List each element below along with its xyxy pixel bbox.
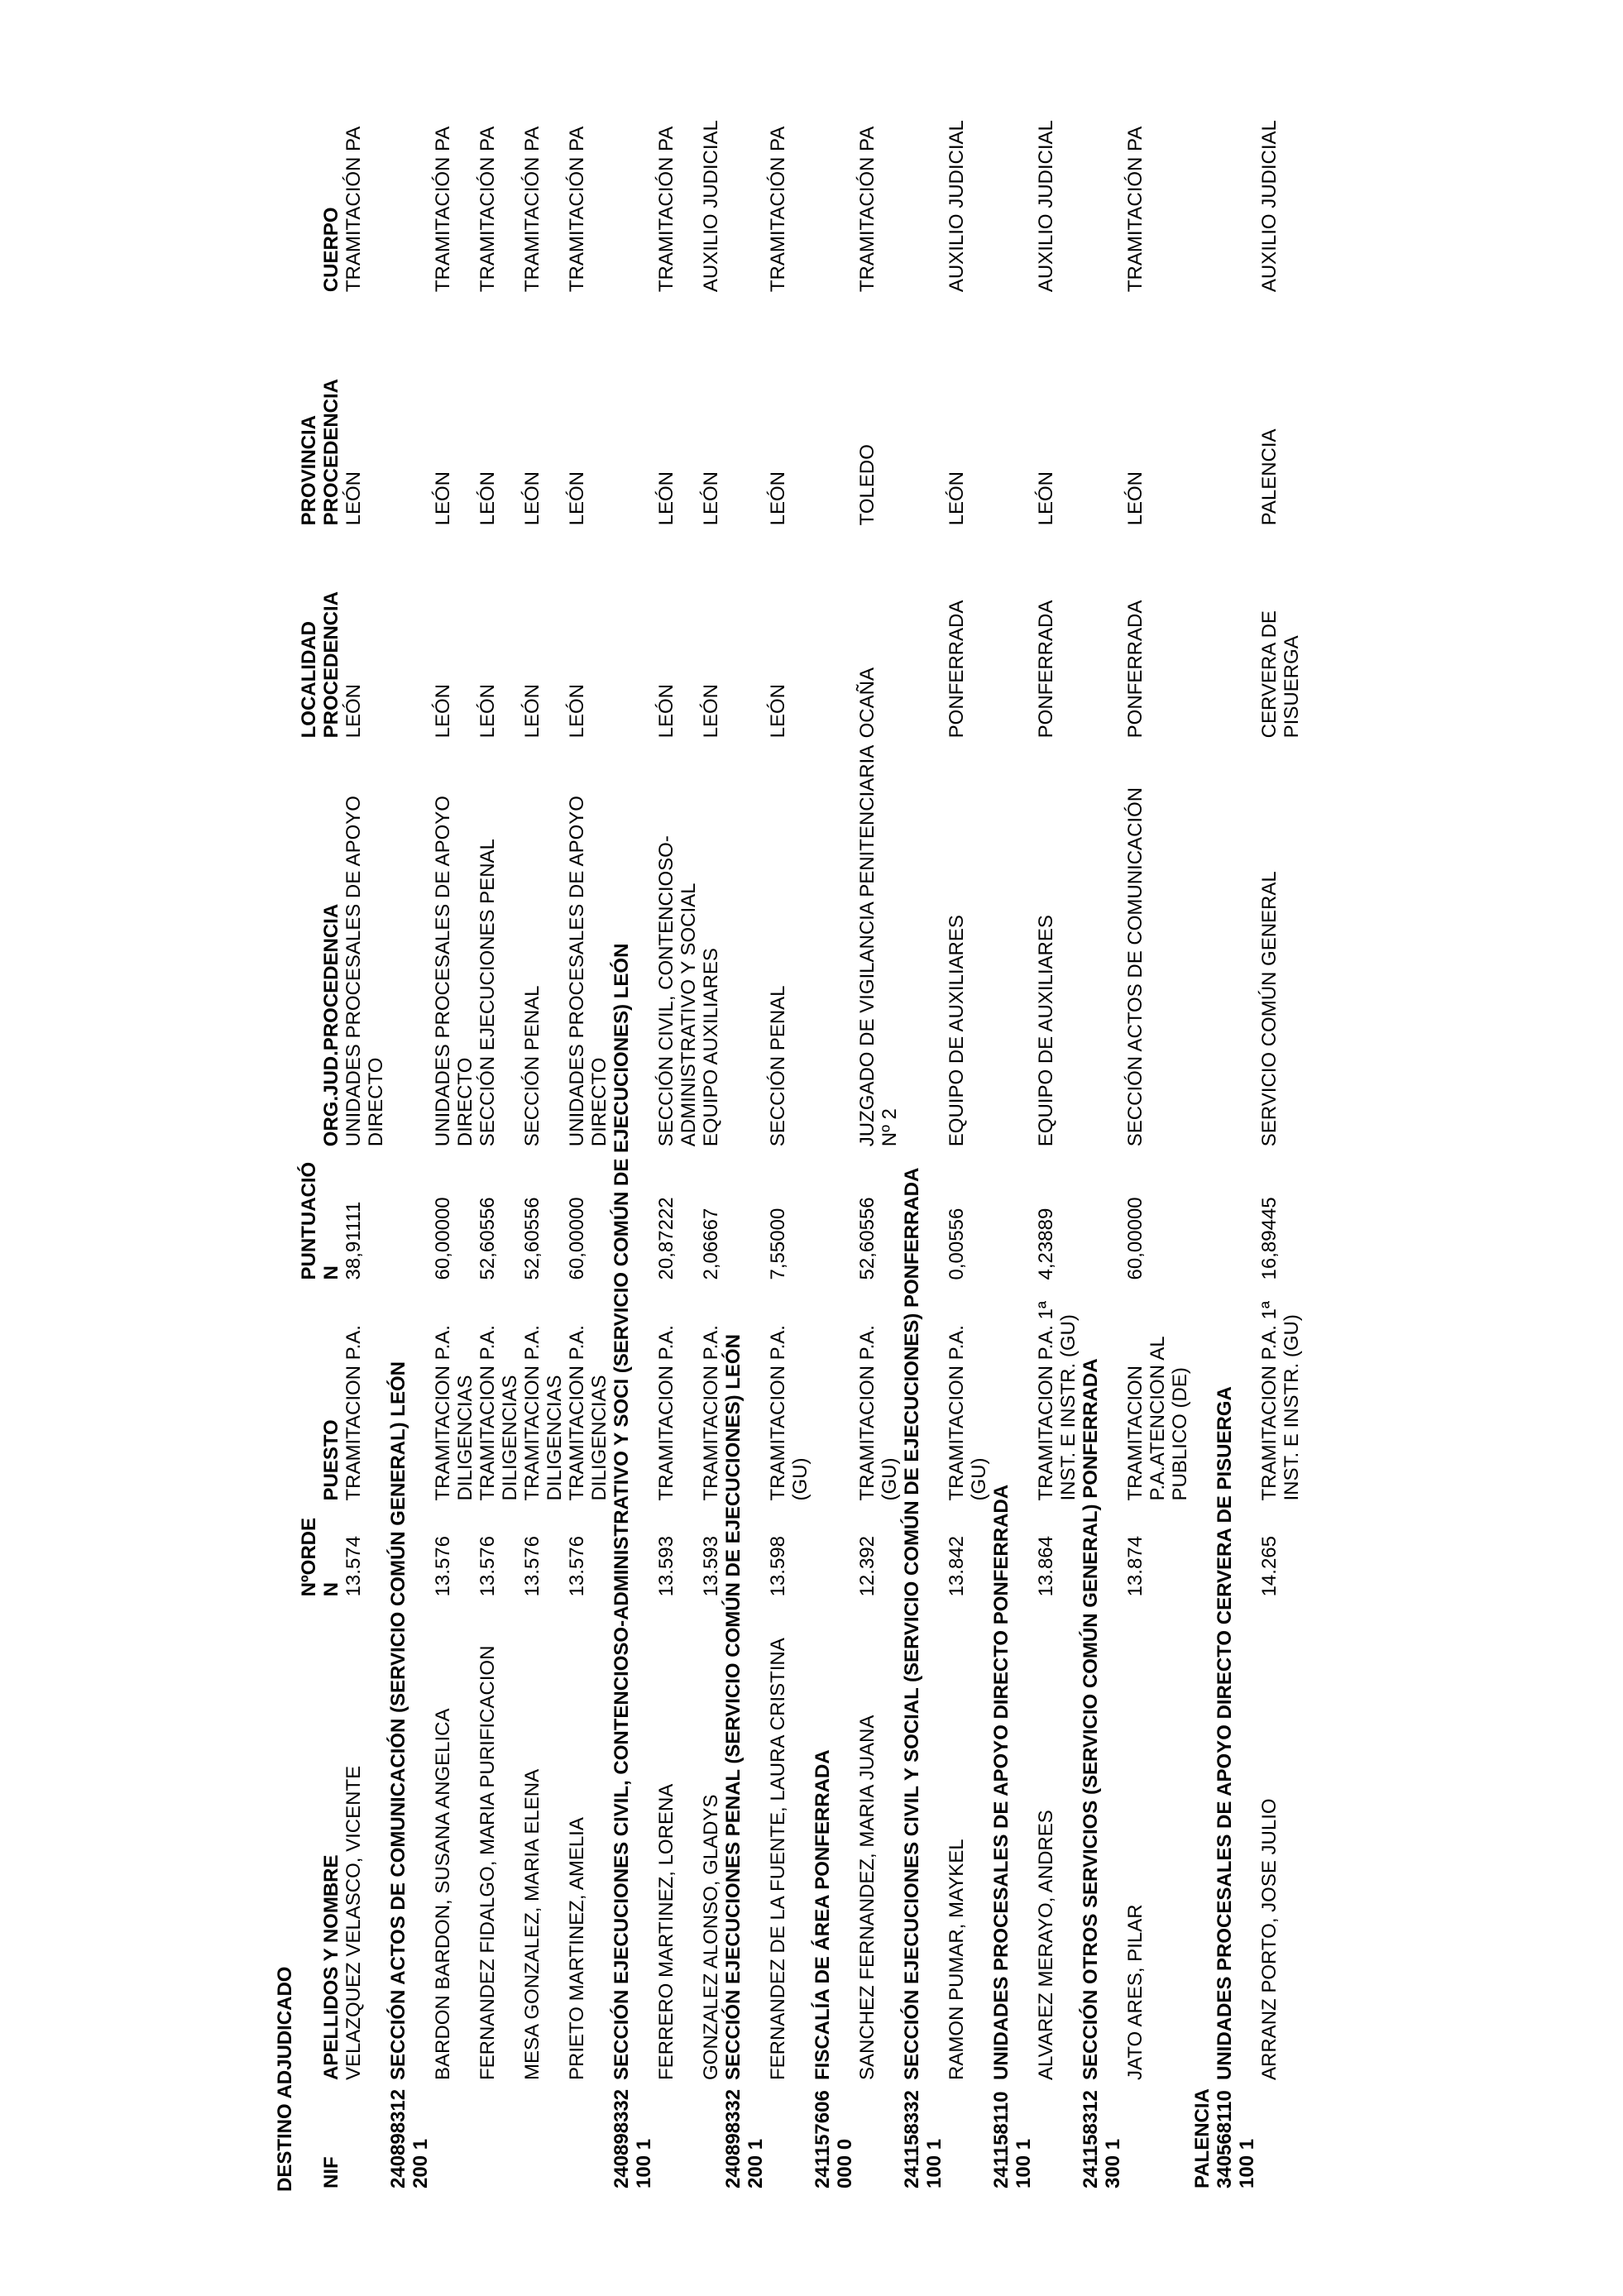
table-header-row bbox=[298, 74, 342, 2192]
cell-localidad: LEÓN bbox=[566, 684, 588, 739]
cell-puesto: TRAMITACION P.A. (GU) bbox=[946, 1325, 990, 1501]
header-org: ORG.JUD.PROCEDENCIA bbox=[320, 903, 342, 1147]
cell-puesto: TRAMITACION P.A. DILIGENCIAS bbox=[566, 1325, 610, 1501]
cell-localidad: LEÓN bbox=[476, 684, 499, 739]
cell-orden: 12.392 bbox=[856, 1536, 879, 1597]
cell-provincia: LEÓN bbox=[521, 471, 543, 526]
cell-localidad: PONFERRADA bbox=[1124, 600, 1147, 739]
cell-name: JATO ARES, PILAR bbox=[1124, 1904, 1147, 2080]
cell-puesto: TRAMITACION P.A. DILIGENCIAS bbox=[432, 1325, 476, 1501]
province-name: PALENCIA bbox=[1191, 2088, 1214, 2188]
cell-puesto: TRAMITACION P.A.ATENCION AL PUBLICO (DE) bbox=[1124, 1337, 1191, 1501]
cell-puntuacion: 7,55000 bbox=[767, 1208, 789, 1280]
cell-name: FERNANDEZ FIDALGO, MARIA PURIFICACION bbox=[476, 1645, 499, 2080]
section-name: SECCIÓN ACTOS DE COMUNICACIÓN (SERVICIO COMÚN GENERAL) LEÓN bbox=[387, 1361, 409, 2080]
cell-provincia: TOLEDO bbox=[856, 444, 879, 526]
cell-name: ARRANZ PORTO, JOSE JULIO bbox=[1258, 1798, 1281, 2080]
cell-puesto: TRAMITACION P.A. bbox=[700, 1325, 722, 1501]
cell-cuerpo: AUXILIO JUDICIAL bbox=[946, 120, 968, 293]
cell-nif bbox=[342, 2083, 387, 2192]
cell-provincia: LEÓN bbox=[700, 471, 722, 526]
cell-nif bbox=[946, 2083, 990, 2192]
cell-cuerpo: TRAMITACIÓN PA bbox=[566, 126, 588, 293]
cell-puntuacion: 0,00556 bbox=[946, 1208, 968, 1280]
cell-provincia: LEÓN bbox=[432, 471, 454, 526]
cell-orden: 13.593 bbox=[700, 1536, 722, 1597]
section-nif: 241158110100 1 bbox=[990, 2091, 1035, 2188]
header-name: APELLIDOS Y NOMBRE bbox=[320, 1854, 342, 2080]
section-nif: 241157606000 0 bbox=[812, 2090, 856, 2188]
cell-name: SANCHEZ FERNANDEZ, MARIA JUANA bbox=[856, 1715, 879, 2080]
page-title: DESTINO ADJUDICADO bbox=[274, 1966, 296, 2192]
cell-puntuacion: 16,89445 bbox=[1258, 1197, 1281, 1280]
cell-nif bbox=[566, 2083, 610, 2192]
cell-cuerpo: TRAMITACIÓN PA bbox=[432, 126, 454, 293]
section-nif: 240898332200 1 bbox=[722, 2088, 767, 2188]
cell-nif bbox=[1258, 2083, 1303, 2192]
cell-nif bbox=[1124, 2083, 1191, 2192]
section-row bbox=[387, 74, 432, 2192]
cell-orden: 13.576 bbox=[521, 1536, 543, 1597]
section-name: FISCALÍA DE ÁREA PONFERRADA bbox=[812, 1749, 834, 2080]
cell-cuerpo: AUXILIO JUDICIAL bbox=[1258, 120, 1281, 293]
cell-org: UNIDADES PROCESALES DE APOYO DIRECTO bbox=[342, 796, 387, 1147]
table-row bbox=[566, 74, 610, 2192]
cell-puntuacion: 60,00000 bbox=[1124, 1197, 1147, 1280]
cell-puntuacion: 52,60556 bbox=[856, 1197, 879, 1280]
cell-nif bbox=[767, 2083, 812, 2192]
cell-puntuacion: 2,06667 bbox=[700, 1208, 722, 1280]
header-orden: NºORDEN bbox=[298, 1517, 342, 1597]
header-puesto: PUESTO bbox=[320, 1419, 342, 1501]
table-row bbox=[1258, 74, 1303, 2192]
section-name: SECCIÓN EJECUCIONES CIVIL Y SOCIAL (SERVICIO COMÚN DE EJECUCIONES) PONFERRADA bbox=[901, 1167, 923, 2080]
cell-orden: 13.874 bbox=[1124, 1536, 1147, 1597]
cell-puesto: TRAMITACION P.A. 1ª INST. E INSTR. (GU) bbox=[1258, 1301, 1303, 1501]
cell-localidad: PONFERRADA bbox=[946, 600, 968, 739]
section-name: SECCIÓN EJECUCIONES CIVIL, CONTENCIOSO-ADMINISTRATIVO Y SOCI (SERVICIO COMÚN DE EJECUCIONES) LEÓN bbox=[610, 943, 633, 2080]
cell-name: FERNANDEZ DE LA FUENTE, LAURA CRISTINA bbox=[767, 1638, 789, 2080]
cell-name: FERRERO MARTINEZ, LORENA bbox=[655, 1783, 677, 2080]
cell-provincia: PALENCIA bbox=[1258, 428, 1281, 526]
cell-provincia: LEÓN bbox=[1124, 471, 1147, 526]
province-row bbox=[1191, 74, 1214, 2192]
cell-cuerpo: TRAMITACIÓN PA bbox=[856, 126, 879, 293]
cell-localidad: OCAÑA bbox=[856, 667, 879, 739]
cell-nif bbox=[476, 2083, 521, 2192]
cell-localidad: CERVERA DE PISUERGA bbox=[1258, 610, 1303, 739]
cell-cuerpo: TRAMITACIÓN PA bbox=[476, 126, 499, 293]
table-row bbox=[946, 74, 990, 2192]
table-row bbox=[1124, 74, 1191, 2192]
section-nif: 241158312300 1 bbox=[1080, 2090, 1124, 2188]
table-row bbox=[767, 74, 812, 2192]
assignment-table bbox=[298, 74, 1303, 2192]
cell-nif bbox=[655, 2083, 700, 2192]
cell-org: EQUIPO DE AUXILIARES bbox=[1035, 915, 1057, 1147]
cell-localidad: LEÓN bbox=[767, 684, 789, 739]
cell-puntuacion: 52,60556 bbox=[521, 1197, 543, 1280]
cell-name: MESA GONZALEZ, MARIA ELENA bbox=[521, 1768, 543, 2080]
cell-org: SECCIÓN CIVIL, CONTENCIOSO-ADMINISTRATIVO Y SOCIAL bbox=[655, 835, 700, 1147]
cell-localidad: LEÓN bbox=[432, 684, 454, 739]
cell-name: VELAZQUEZ VELASCO, VICENTE bbox=[342, 1765, 365, 2080]
header-cuerpo: CUERPO bbox=[320, 207, 342, 293]
section-row bbox=[1080, 74, 1124, 2192]
cell-puntuacion: 52,60556 bbox=[476, 1197, 499, 1280]
cell-nif bbox=[700, 2083, 722, 2192]
table-row bbox=[521, 74, 566, 2192]
table-row bbox=[432, 74, 476, 2192]
cell-name: ALVAREZ MERAYO, ANDRES bbox=[1035, 1810, 1057, 2080]
cell-cuerpo: TRAMITACIÓN PA bbox=[521, 126, 543, 293]
cell-orden: 13.842 bbox=[946, 1536, 968, 1597]
header-localidad: LOCALIDAD PROCEDENCIA bbox=[298, 591, 342, 739]
cell-org: UNIDADES PROCESALES DE APOYO DIRECTO bbox=[566, 796, 610, 1147]
section-nif: 240898312200 1 bbox=[387, 2088, 432, 2188]
cell-org: SECCIÓN ACTOS DE COMUNICACIÓN bbox=[1124, 787, 1147, 1147]
section-row bbox=[901, 74, 946, 2192]
table-row bbox=[655, 74, 700, 2192]
cell-localidad: LEÓN bbox=[521, 684, 543, 739]
section-nif: 240898332100 1 bbox=[610, 2088, 655, 2188]
cell-puntuacion: 20,87222 bbox=[655, 1197, 677, 1280]
cell-puesto: TRAMITACION P.A. (GU) bbox=[856, 1325, 901, 1501]
section-name: SECCIÓN EJECUCIONES PENAL (SERVICIO COMÚN DE EJECUCIONES) LEÓN bbox=[722, 1334, 744, 2080]
section-row bbox=[1214, 74, 1258, 2192]
cell-orden: 13.593 bbox=[655, 1536, 677, 1597]
cell-provincia: LEÓN bbox=[655, 471, 677, 526]
section-row bbox=[990, 74, 1035, 2192]
cell-org: JUZGADO DE VIGILANCIA PENITENCIARIA Nº 2 bbox=[856, 746, 901, 1147]
cell-puesto: TRAMITACION P.A. (GU) bbox=[767, 1325, 812, 1501]
cell-localidad: LEÓN bbox=[655, 684, 677, 739]
section-name: SECCIÓN OTROS SERVICIOS (SERVICIO COMÚN GENERAL) PONFERRADA bbox=[1080, 1358, 1102, 2080]
cell-orden: 13.576 bbox=[432, 1536, 454, 1597]
cell-org: UNIDADES PROCESALES DE APOYO DIRECTO bbox=[432, 796, 476, 1147]
cell-provincia: LEÓN bbox=[476, 471, 499, 526]
section-row bbox=[722, 74, 767, 2192]
cell-nif bbox=[521, 2083, 566, 2192]
table-row bbox=[700, 74, 722, 2192]
cell-orden: 13.576 bbox=[566, 1536, 588, 1597]
cell-name: PRIETO MARTINEZ, AMELIA bbox=[566, 1817, 588, 2080]
cell-provincia: LEÓN bbox=[946, 471, 968, 526]
cell-org: SERVICIO COMÚN GENERAL bbox=[1258, 871, 1281, 1147]
section-row bbox=[610, 74, 655, 2192]
cell-nif bbox=[1035, 2083, 1080, 2192]
cell-nif bbox=[856, 2083, 901, 2192]
cell-cuerpo: TRAMITACIÓN PA bbox=[655, 126, 677, 293]
cell-cuerpo: TRAMITACIÓN PA bbox=[1124, 126, 1147, 293]
cell-puntuacion: 60,00000 bbox=[432, 1197, 454, 1280]
cell-orden: 14.265 bbox=[1258, 1536, 1281, 1597]
cell-puesto: TRAMITACION P.A. 1ª INST. E INSTR. (GU) bbox=[1035, 1301, 1080, 1501]
cell-cuerpo: TRAMITACIÓN PA bbox=[342, 126, 365, 293]
cell-localidad: LEÓN bbox=[700, 684, 722, 739]
table-row bbox=[476, 74, 521, 2192]
section-nif: 340568110100 1 bbox=[1214, 2090, 1258, 2188]
cell-orden: 13.598 bbox=[767, 1536, 789, 1597]
cell-puntuacion: 38,91111 bbox=[342, 1201, 365, 1280]
cell-orden: 13.576 bbox=[476, 1536, 499, 1597]
cell-org: EQUIPO AUXILIARES bbox=[700, 948, 722, 1147]
cell-provincia: LEÓN bbox=[342, 471, 365, 526]
cell-cuerpo: AUXILIO JUDICIAL bbox=[1035, 120, 1057, 293]
table-row bbox=[342, 74, 387, 2192]
header-puntuacion: PUNTUACIÓN bbox=[298, 1161, 342, 1280]
cell-provincia: LEÓN bbox=[1035, 471, 1057, 526]
cell-org: EQUIPO DE AUXILIARES bbox=[946, 915, 968, 1147]
cell-name: RAMON PUMAR, MAYKEL bbox=[946, 1839, 968, 2080]
cell-orden: 13.864 bbox=[1035, 1536, 1057, 1597]
cell-org: SECCIÓN PENAL bbox=[521, 985, 543, 1147]
header-provincia: PROVINCIA PROCEDENCIA bbox=[298, 379, 342, 526]
cell-org: SECCIÓN PENAL bbox=[767, 985, 789, 1147]
rotated-document-page bbox=[273, 74, 1530, 2192]
cell-provincia: LEÓN bbox=[566, 471, 588, 526]
section-name: UNIDADES PROCESALES DE APOYO DIRECTO CERVERA DE PISUERGA bbox=[1214, 1386, 1236, 2080]
table-row bbox=[856, 74, 901, 2192]
cell-cuerpo: TRAMITACIÓN PA bbox=[767, 126, 789, 293]
cell-localidad: PONFERRADA bbox=[1035, 600, 1057, 739]
cell-name: GONZALEZ ALONSO, GLADYS bbox=[700, 1794, 722, 2080]
section-name: UNIDADES PROCESALES DE APOYO DIRECTO PONFERRADA bbox=[990, 1484, 1013, 2080]
cell-cuerpo: AUXILIO JUDICIAL bbox=[700, 120, 722, 293]
cell-puesto: TRAMITACION P.A. bbox=[342, 1325, 365, 1501]
cell-puntuacion: 4,23889 bbox=[1035, 1208, 1057, 1280]
cell-puesto: TRAMITACION P.A. bbox=[655, 1325, 677, 1501]
section-nif: 241158332100 1 bbox=[901, 2090, 946, 2188]
cell-nif bbox=[432, 2083, 476, 2192]
header-nif: NIF bbox=[320, 2156, 342, 2188]
cell-name: BARDON BARDON, SUSANA ANGELICA bbox=[432, 1708, 454, 2080]
section-row bbox=[812, 74, 856, 2192]
cell-puesto: TRAMITACION P.A. DILIGENCIAS bbox=[521, 1325, 566, 1501]
cell-provincia: LEÓN bbox=[767, 471, 789, 526]
cell-org: SECCIÓN EJECUCIONES PENAL bbox=[476, 839, 499, 1147]
cell-puntuacion: 60,00000 bbox=[566, 1197, 588, 1280]
cell-localidad: LEÓN bbox=[342, 684, 365, 739]
table-row bbox=[1035, 74, 1080, 2192]
cell-orden: 13.574 bbox=[342, 1536, 365, 1597]
cell-puesto: TRAMITACION P.A. DILIGENCIAS bbox=[476, 1325, 521, 1501]
